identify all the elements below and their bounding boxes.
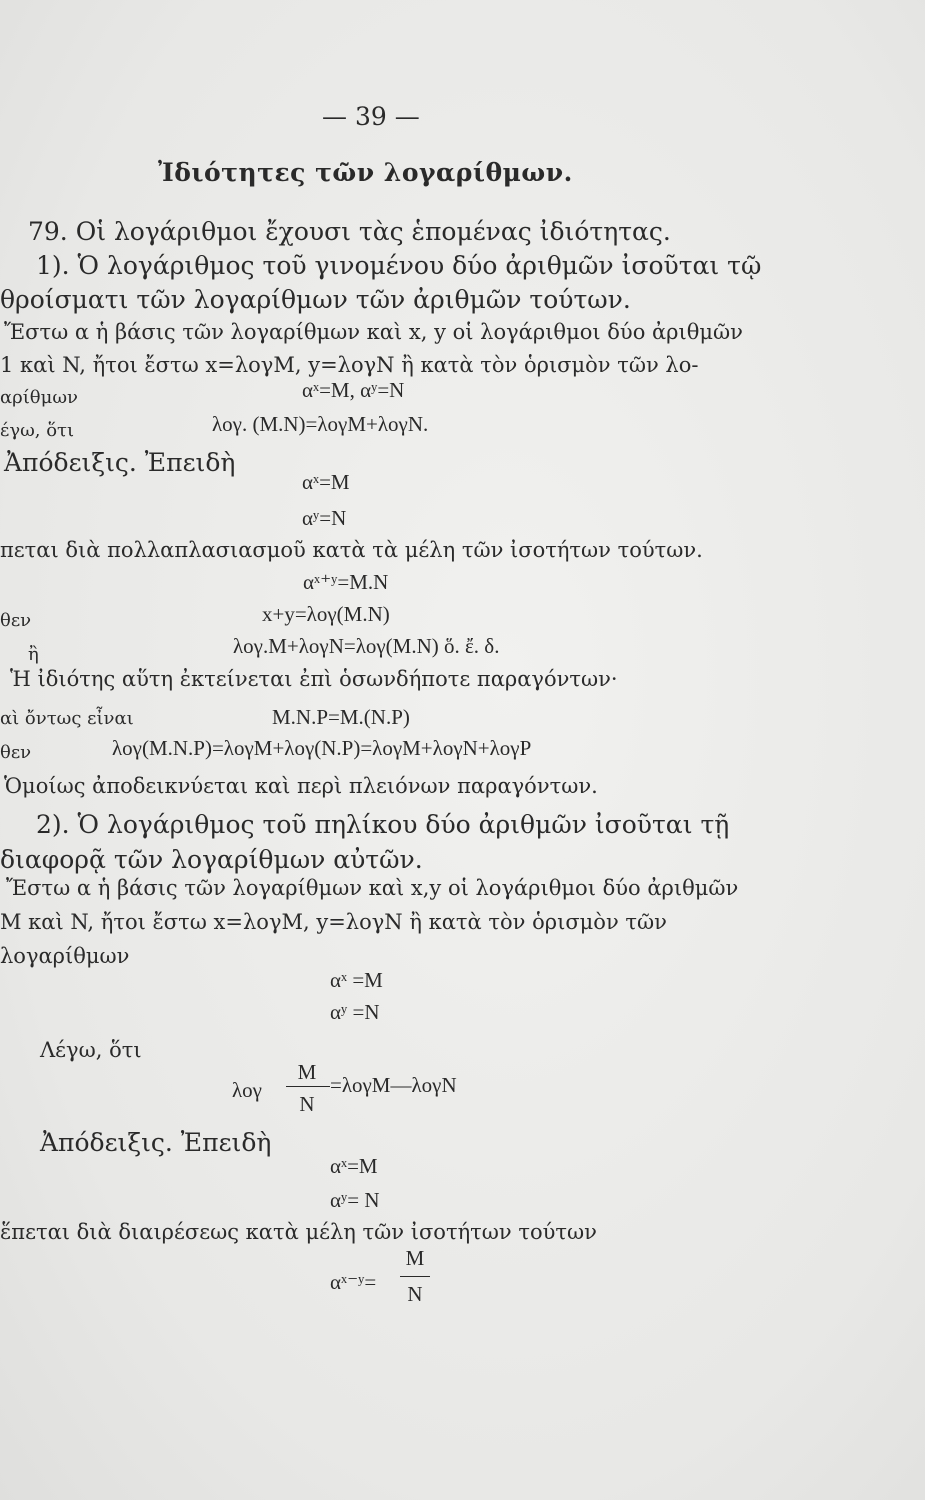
equation: λογ(M.N.P)=λογM+λογ(N.P)=λογM+λογN+λογP [112,736,532,760]
equation: αʸ= N [330,1188,380,1212]
text-line: διαφορᾷ τῶν λογαρίθμων αὐτῶν. [0,845,423,874]
equation: αʸ=N [302,506,347,530]
text-line: 1). Ὁ λογάριθμος τοῦ γινομένου δύο ἀριθμῶν ἰσοῦται τῷ [36,251,762,280]
text-line: Ἡ ἰδιότης αὕτη ἐκτείνεται ἐπὶ ὁσωνδήποτε παραγόντων· [10,667,618,691]
page-number: — 39 — [322,102,420,131]
text-line: M καὶ N, ἤτοι ἔστω x=λογM, y=λογN ἢ κατὰ τὸν ὁρισμὸν τῶν [0,910,667,934]
text-line: έγω, ὅτι [0,420,75,441]
text-line: θεν [0,610,32,631]
equation: x+y=λογ(M.N) [262,602,390,626]
equation: αˣ=M, αʸ=N [302,378,405,402]
text-line: αρίθμων [0,387,78,408]
text-line: Λέγω, ὅτι [40,1038,142,1062]
equation: M.N.P=M.(N.P) [272,705,410,729]
text-line: Ἀπόδειξις. Ἐπειδὴ [40,1128,272,1157]
fraction-bar [286,1086,330,1087]
text-line: ἕπεται διὰ διαιρέσεως κατὰ μέλη τῶν ἰσοτήτων τούτων [0,1220,597,1244]
text-line: Ὁμοίως ἀποδεικνύεται καὶ περὶ πλειόνων παραγόντων. [4,774,598,798]
text-line: Ἔστω α ἡ βάσις τῶν λογαρίθμων καὶ x, y οἱ λογάριθμοι δύο ἀριθμῶν [4,320,743,344]
equation: αˣ =M [330,968,383,992]
fraction-numerator: M [297,1060,317,1084]
equation: αˣ⁺ʸ=M.N [303,570,389,594]
fraction-denominator: N [407,1282,423,1306]
text-line: 2). Ὁ λογάριθμος τοῦ πηλίκου δύο ἀριθμῶν ἰσοῦται τῇ [36,810,730,839]
text-line: 1 καὶ N, ἤτοι ἔστω x=λογM, y=λογN ἢ κατὰ τὸν ὁρισμὸν τῶν λο- [0,353,699,377]
text-line: θροίσματι τῶν λογαρίθμων τῶν ἀριθμῶν τούτων. [0,285,631,314]
equation-log: λογ [232,1078,262,1102]
text-line: αὶ ὄντως εἶναι [0,708,134,729]
text-line: ἢ [28,644,39,665]
text-line: πεται διὰ πολλαπλασιασμοῦ κατὰ τὰ μέλη τῶν ἰσοτήτων τούτων. [0,538,703,562]
text-line: Ἔστω α ἡ βάσις τῶν λογαρίθμων καὶ x,y οἱ λογάριθμοι δύο ἀριθμῶν [6,876,739,900]
equation: αʸ =N [330,1000,380,1024]
equation: αˣ⁻ʸ= [330,1270,377,1294]
text-line: θεν [0,742,32,763]
fraction-bar [400,1276,430,1277]
text-line: λογαρίθμων [0,944,130,968]
section-heading: Ἰδιότητες τῶν λογαρίθμων. [158,158,573,187]
text-line: Ἀπόδειξις. Ἐπειδὴ [4,448,236,477]
equation: αˣ=M [302,470,350,494]
text-line: 79. Οἱ λογάριθμοι ἔχουσι τὰς ἑπομένας ἰδιότητας. [28,217,671,246]
equation: λογ. (M.N)=λογM+λογN. [212,412,429,436]
equation: =λογM—λογN [330,1073,457,1097]
equation: αˣ=M [330,1154,378,1178]
fraction-denominator: N [299,1092,315,1116]
fraction-numerator: M [405,1246,425,1270]
equation: λογ.M+λογN=λογ(M.N) ὅ. ἔ. δ. [233,634,500,658]
